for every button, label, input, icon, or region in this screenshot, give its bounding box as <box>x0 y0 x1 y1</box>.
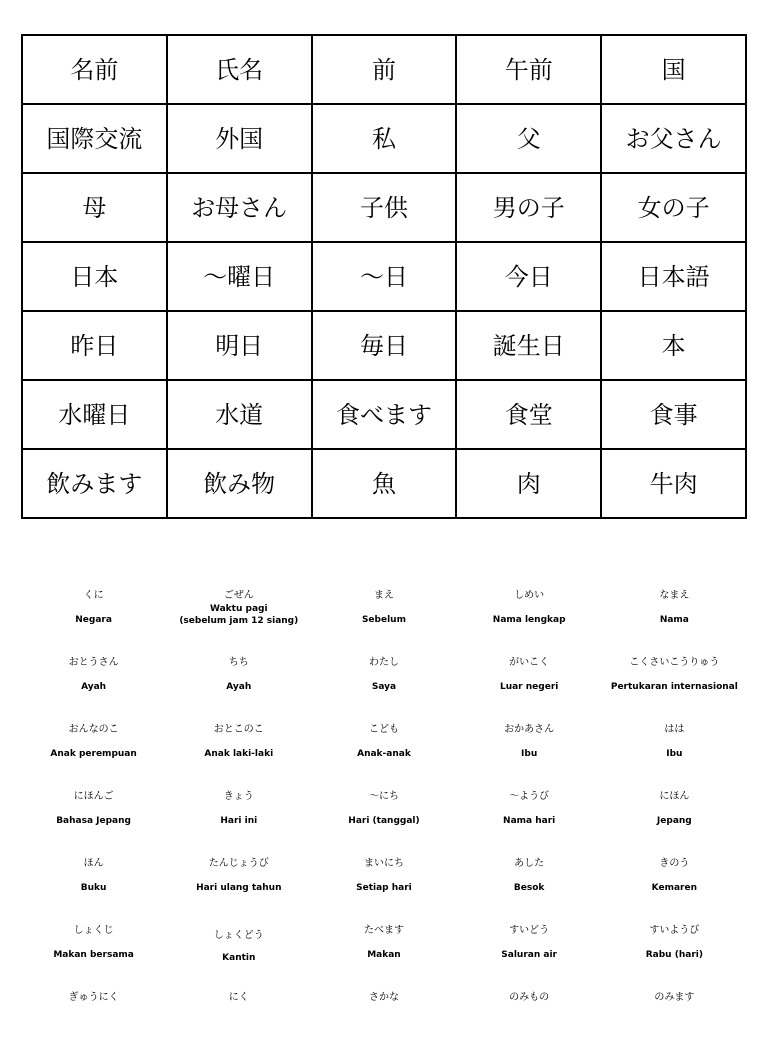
kanji-cell: 牛肉 <box>601 449 746 518</box>
gloss-cell <box>311 787 456 854</box>
kanji-row <box>22 380 746 449</box>
kanji-cell: 外国 <box>167 104 312 173</box>
kanji-cell: ～曜日 <box>167 242 312 311</box>
gloss-cell <box>311 988 456 1055</box>
gloss-cell <box>457 720 602 787</box>
meaning-text: Ayah <box>226 682 252 692</box>
gloss-cell <box>21 854 166 921</box>
gloss-cell <box>457 988 602 1055</box>
kanji-cell: 毎日 <box>312 311 457 380</box>
gloss-cell <box>602 653 747 720</box>
gloss-cell <box>602 988 747 1055</box>
kanji-row <box>22 242 746 311</box>
meaning-text: Ibu <box>666 749 683 759</box>
gloss-cell <box>21 921 166 988</box>
meaning-text: Saluran air <box>501 950 557 960</box>
gloss-cell <box>457 921 602 988</box>
reading-text: くに <box>83 590 104 601</box>
gloss-cell <box>457 854 602 921</box>
reading-meaning-grid <box>21 586 747 1055</box>
reading-text: ～ようび <box>509 791 550 802</box>
meaning-text: Anak-anak <box>357 749 411 759</box>
kanji-cell: 水道 <box>167 380 312 449</box>
meaning-text: Negara <box>75 615 112 625</box>
kanji-cell: 肉 <box>456 449 601 518</box>
meaning-text: Makan bersama <box>53 950 134 960</box>
gloss-cell <box>166 988 311 1055</box>
kanji-cell: 母 <box>22 173 167 242</box>
kanji-cell: 本 <box>601 311 746 380</box>
gloss-cell <box>457 586 602 653</box>
reading-text: おとこのこ <box>213 724 264 735</box>
gloss-cell <box>311 854 456 921</box>
gloss-cell <box>311 653 456 720</box>
meaning-text: Rabu (hari) <box>645 950 703 960</box>
meaning-text: Nama lengkap <box>492 615 566 625</box>
gloss-cell <box>21 653 166 720</box>
meaning-text: Setiap hari <box>356 883 412 893</box>
gloss-cell <box>166 854 311 921</box>
gloss-cell <box>21 787 166 854</box>
gloss-cell <box>166 921 311 988</box>
kanji-cell: 国際交流 <box>22 104 167 173</box>
kanji-cell: お父さん <box>601 104 746 173</box>
reading-text: おとうさん <box>68 657 119 668</box>
meaning-text: Anak laki-laki <box>204 749 274 759</box>
kanji-cell: 前 <box>312 35 457 104</box>
gloss-cell <box>166 787 311 854</box>
kanji-cell: 今日 <box>456 242 601 311</box>
kanji-cell: 私 <box>312 104 457 173</box>
kanji-cell: 食堂 <box>456 380 601 449</box>
meaning-text: Waktu pagi (sebelum jam 12 siang) <box>179 604 299 626</box>
reading-text: たんじょうび <box>208 858 269 869</box>
gloss-cell <box>602 921 747 988</box>
meaning-text: Kemaren <box>651 883 697 893</box>
meaning-text: Hari ini <box>220 816 258 826</box>
kanji-row <box>22 173 746 242</box>
gloss-cell <box>311 921 456 988</box>
gloss-row <box>21 988 747 1055</box>
reading-text: まいにち <box>363 858 404 869</box>
reading-text: ～にち <box>368 791 399 802</box>
meaning-text: Anak perempuan <box>50 749 137 759</box>
kanji-row <box>22 449 746 518</box>
meaning-text: Makan <box>367 950 401 960</box>
reading-text: しょくどう <box>213 930 264 941</box>
reading-text: しょくじ <box>73 925 114 936</box>
reading-text: なまえ <box>659 590 690 601</box>
reading-text: にほんご <box>73 791 114 802</box>
gloss-row <box>21 787 747 854</box>
gloss-cell <box>21 586 166 653</box>
reading-text: ちち <box>228 657 249 668</box>
reading-text: きょう <box>223 791 254 802</box>
meaning-text: Nama hari <box>503 816 556 826</box>
gloss-cell <box>311 720 456 787</box>
reading-text: おんなのこ <box>68 724 119 735</box>
reading-text: にく <box>228 992 249 1003</box>
gloss-row <box>21 586 747 653</box>
reading-text: のみもの <box>509 992 550 1003</box>
meaning-text: Ibu <box>521 749 538 759</box>
kanji-cell: 昨日 <box>22 311 167 380</box>
gloss-cell <box>602 720 747 787</box>
kanji-cell: 日本語 <box>601 242 746 311</box>
kanji-cell: ～日 <box>312 242 457 311</box>
reading-text: たべます <box>363 925 404 936</box>
kanji-cell: お母さん <box>167 173 312 242</box>
gloss-row <box>21 720 747 787</box>
kanji-cell: 食事 <box>601 380 746 449</box>
kanji-cell: 飲み物 <box>167 449 312 518</box>
kanji-cell: 父 <box>456 104 601 173</box>
kanji-row <box>22 35 746 104</box>
gloss-cell <box>166 720 311 787</box>
gloss-row <box>21 653 747 720</box>
meaning-text: Besok <box>513 883 545 893</box>
gloss-row <box>21 854 747 921</box>
kanji-table <box>21 34 747 519</box>
meaning-text: Nama <box>659 615 689 625</box>
reading-text: はは <box>664 724 685 735</box>
kanji-cell: 水曜日 <box>22 380 167 449</box>
meaning-text: Luar negeri <box>499 682 559 692</box>
reading-text: ごぜん <box>223 590 254 601</box>
kanji-cell: 国 <box>601 35 746 104</box>
meaning-text: Bahasa Jepang <box>56 816 131 826</box>
meaning-text: Saya <box>371 682 397 692</box>
meaning-text: Hari (tanggal) <box>348 816 420 826</box>
gloss-cell <box>311 586 456 653</box>
meaning-text: Buku <box>80 883 107 893</box>
kanji-cell: 午前 <box>456 35 601 104</box>
gloss-cell <box>457 787 602 854</box>
gloss-row <box>21 921 747 988</box>
kanji-cell: 氏名 <box>167 35 312 104</box>
reading-text: こくさいこうりゅう <box>629 657 720 668</box>
gloss-cell <box>21 720 166 787</box>
kanji-cell: 子供 <box>312 173 457 242</box>
meaning-text: Kantin <box>222 953 256 963</box>
kanji-cell: 明日 <box>167 311 312 380</box>
gloss-cell <box>602 787 747 854</box>
kanji-cell: 名前 <box>22 35 167 104</box>
gloss-cell <box>457 653 602 720</box>
reading-text: にほん <box>659 791 690 802</box>
gloss-cell <box>21 988 166 1055</box>
reading-text: おかあさん <box>504 724 555 735</box>
meaning-text: Ayah <box>81 682 107 692</box>
reading-text: こども <box>368 724 399 735</box>
meaning-text: Hari ulang tahun <box>196 883 282 893</box>
kanji-cell: 魚 <box>312 449 457 518</box>
reading-text: のみます <box>654 992 695 1003</box>
reading-text: がいこく <box>509 657 550 668</box>
reading-text: ぎゅうにく <box>68 992 119 1003</box>
meaning-text: Sebelum <box>361 615 406 625</box>
gloss-cell <box>602 854 747 921</box>
kanji-cell: 誕生日 <box>456 311 601 380</box>
meaning-text: Pertukaran internasional <box>610 682 738 692</box>
reading-text: ほん <box>83 858 104 869</box>
kanji-cell: 食べます <box>312 380 457 449</box>
kanji-cell: 日本 <box>22 242 167 311</box>
reading-text: しめい <box>514 590 545 601</box>
reading-text: きのう <box>659 858 690 869</box>
reading-text: わたし <box>368 657 399 668</box>
reading-text: あした <box>514 858 545 869</box>
reading-text: まえ <box>373 590 394 601</box>
gloss-cell <box>166 653 311 720</box>
reading-text: すいようび <box>649 925 700 936</box>
kanji-row <box>22 104 746 173</box>
gloss-cell <box>166 586 311 653</box>
kanji-row <box>22 311 746 380</box>
reading-text: すいどう <box>509 925 550 936</box>
gloss-cell <box>602 586 747 653</box>
kanji-cell: 女の子 <box>601 173 746 242</box>
reading-text: さかな <box>368 992 399 1003</box>
kanji-cell: 男の子 <box>456 173 601 242</box>
meaning-text: Jepang <box>656 816 692 826</box>
kanji-cell: 飲みます <box>22 449 167 518</box>
